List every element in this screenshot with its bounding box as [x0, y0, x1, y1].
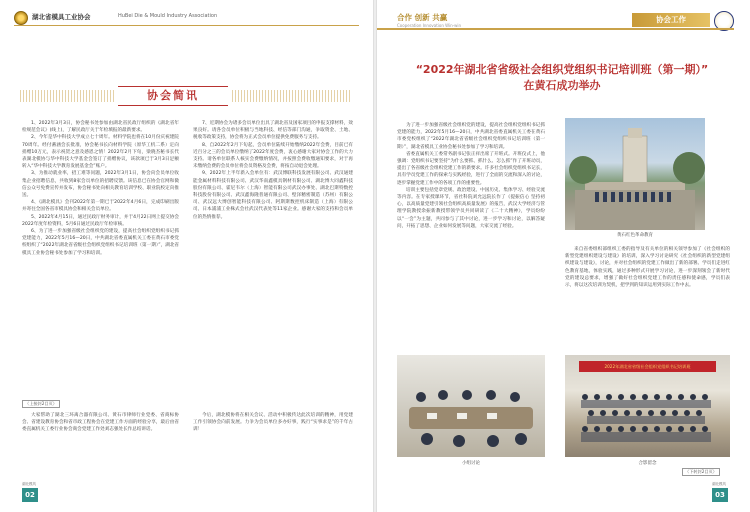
lower-column-right: [193, 412, 353, 434]
news-item: 9、2022年上半年新入会单位有：武汉博联科技发展有限公司、武汉通建能金属材料科技有限公司、武汉华南鑫模具钢材有限公司、湖北博大同鑫科技股份有限公司、霍尼韦尔（上海）智能有限公司武汉办事处、湖北巴斯特数控科技股份有限公司、武汉鑫海隆普通有限公司、壁泽精密制造（苏州）有限公司、武汉远大博创智能科技有限公司、阿斯斯数控机床制造（上海）有限公司、日本浦浦工业株式会社武汉代表处等11家企业。感谢大家的支持和会员单位的热情推荐。: [193, 171, 353, 220]
banner-decoration-left: [20, 90, 115, 102]
memorial-photo: [565, 118, 705, 230]
news-item: 3、为推动就业率，招工难等问题，2022年3月1日，协会向会员单位收集企业招聘信息，共收到8家会员单位的招聘反馈。该信息已在协会官网和微信公众号免费宣传并发布，协会秘书处向相关教育培训学校、职业院校定向推送。: [22, 171, 179, 199]
org-name-cn: 湖北省模具工业协会: [32, 13, 91, 21]
continued-note: （上接封2目页）: [22, 400, 60, 408]
news-item: 8、自2022年2月下旬起，会员单位陆续开始缴纳2022年会费，目前已有近百分之三的会员单位缴纳了2022年度会费，衷心感谢大家对协会工作的大力支持。请各单位联系人核实会费缴纳情况，并按照会费收缴通知要求，对于再未缴纳会费的会员单位将会员资格及会费，将按自动退会处理。: [193, 142, 353, 170]
left-header: [14, 12, 359, 26]
slogan: 合作 创新 共赢: [397, 13, 448, 22]
photo-banner: 2022年湖北省省级社会组织党组织书记培训班: [579, 361, 716, 372]
right-page: [377, 0, 750, 512]
memorial-illustration: [565, 118, 705, 230]
org-name-en: HuBei Die & Mould Industry Association: [118, 13, 218, 19]
page-number: 03: [712, 488, 728, 502]
group-photo: [565, 355, 730, 457]
photo-caption-memorial: 黄石红色革命教育: [617, 233, 653, 238]
lower-text: 大家帮助了湖北三环离合器有限公司、黄石市律师行业党委、省商标协会、省建设教育协会和省市政工程协会在党建工作方面的经验分享，最后由省委直属机关工委行业协会商会党建工作处刘志强处长作总结讲话。: [22, 413, 179, 433]
photo-caption-discussion: 小组讨论: [462, 461, 480, 466]
article-title: [397, 62, 727, 94]
news-item: 6、为了进一步加强省级社会组织党的建设，提高社会组织党组织书记抓党建能力，2022年5月16—20日，中共湖北省委直属机关工委在黄石市委党校组织了“2022年湖北省省级社会组织党组织书记培训班（第一期）”，湖北省模具工业协会秘书处参加了学习和培训。: [22, 229, 179, 256]
banner-decoration-right: [232, 90, 352, 102]
article-paragraph: 培训主要包括党章党规、政治建设、中国历史、集体学习、经验交流等内容。在专家授课环节，省社科院刘允远院长作了《提振信心 坚持初心，以高质量党建引领社会组织高质量发展》的报告，武汉大学经济与管理学院教授余振新教授带领学员共同研读了《二十大精神》，学员纷纷以“一会”为主题，共同参与了其中讨论，进一步学习和讨论，以解答疑问，开拓了思想、企业如何发展等问题，大家交流了经验。: [397, 187, 545, 229]
discussion-photo: [397, 355, 545, 457]
group-illustration: [565, 355, 730, 457]
news-column-2: [193, 120, 353, 221]
discussion-illustration: [397, 355, 545, 457]
section-tab: 协会工作: [632, 13, 710, 27]
page-tag: 湖北模具: [712, 482, 726, 486]
lower-text: 今后，湖北模协将在相关会议、活动中积极传达此次培训的精神，用党建工作引领协会向前发展。力争为会员单位多办好事，践行“实事求是”的千年古训！: [193, 413, 353, 433]
article-column-2: [565, 246, 730, 289]
article-paragraph: 来自省委组织部组织工委的指导及有关单位的相关领导参加了《社会组织的新型党建组织建设与建设》的培训，深入学习讨论研究《社会组织的新型党建组织建设与建设》，讨论，并对社会组织的党建工作做出了新的部署。学员们走进红色教育基地，体验实践，通过多种形式开展学习讨论，进一步深刻领会了新时代党的建设总要求，增强了做好社会组织党建工作的责任感和使命感，学员们表示，将以这次培训为契机，把学到的知识运用到实际工作中去。: [565, 247, 730, 289]
news-item: 2、今年是华中科技大学成立七十周年。材料学院也将在10月份庆祝建院70周年。经付蕃涵会长批准，协会秘书长向材料学院（原华工机二系）定向捐赠10万元，表示祝贺之意及感恩之情！2022年2月下旬，梁晓杰秘书长代表湖北模协与华中科技大学基金会签订了捐赠协议，该款项已于3月3日足额转入“华中科技大学教育发展基金会”账户。: [22, 135, 179, 170]
news-banner: [118, 86, 228, 106]
slogan-en: Cooperation Innovation Win-win: [397, 23, 462, 28]
article-column-1: [397, 122, 545, 230]
article-paragraph: 为了进一步加强省级社会组织党的建设，提高社会组织党组织书记抓党建的能力，2022年5月16—20日，中共湖北省委直属机关工委在黄石市委党校组织了“2022年湖北省省级社会组织党组织书记培训班（第一期）”，湖北省模具工业协会秘书处参加了学习和培训。: [397, 123, 545, 150]
news-column-1: [22, 120, 179, 257]
article-paragraph: 省委直属机关工委常务副书记张正祥出席了开班式。开班仪式上，他强调：党组织书记要坚持“为什么要抓、抓什么、怎么抓”作了开班动员，提出了各省级社会组织党建工作的新要求。许多社会组织党组织书记长，具有学员党建工作的探索与实践经验，进行了全面的交流和深入的讨论，逐步掌握党建工作中的各项工作的重要性。: [397, 151, 545, 186]
photo-caption-group: 合影留念: [638, 461, 657, 466]
continued-to-note: （下转封2目页）: [682, 468, 720, 476]
news-item: 7、近期协会为诸多会员单位出具了湖北省及国家项目的申报支撑材料，效果良好。请各会员单位积极与当地科技、经信等部门沟通，争取资金、土地、税收等政策支持，协会将为正式会员单位提供免费服务与支持。: [193, 121, 353, 141]
association-logo-icon: [14, 11, 28, 25]
news-item: 4、《湖北模具》会刊2022年第一期已于2022年4月6日，完成印刷出版并寄往全国各省市模具协会和相关会员单位。: [22, 200, 179, 213]
left-page: [0, 0, 373, 512]
article-title-line1: “2022年湖北省省级社会组织党组织书记培训班（第一期）”: [415, 63, 709, 76]
lower-column-left: [22, 412, 179, 434]
page-number: 02: [22, 488, 38, 502]
banner-title: 协会简讯: [147, 89, 199, 102]
header-rule: [377, 28, 734, 30]
news-item: 5、2022年4月15日，通过民政厅财务审计，并于4月22日网上提交协会2022年度年检资料，5月6日通过民政厅年检审核。: [22, 214, 179, 227]
article-title-line2: 在黄石成功举办: [523, 79, 601, 92]
news-item: 1、2022年3月3日，协会秘书处参加由湖北省民政厅组织的《湖北省年检规范会议》(线上)，了解民政厅关于年检填报的最新要求。: [22, 121, 179, 134]
page-tag: 湖北模具: [22, 482, 36, 486]
